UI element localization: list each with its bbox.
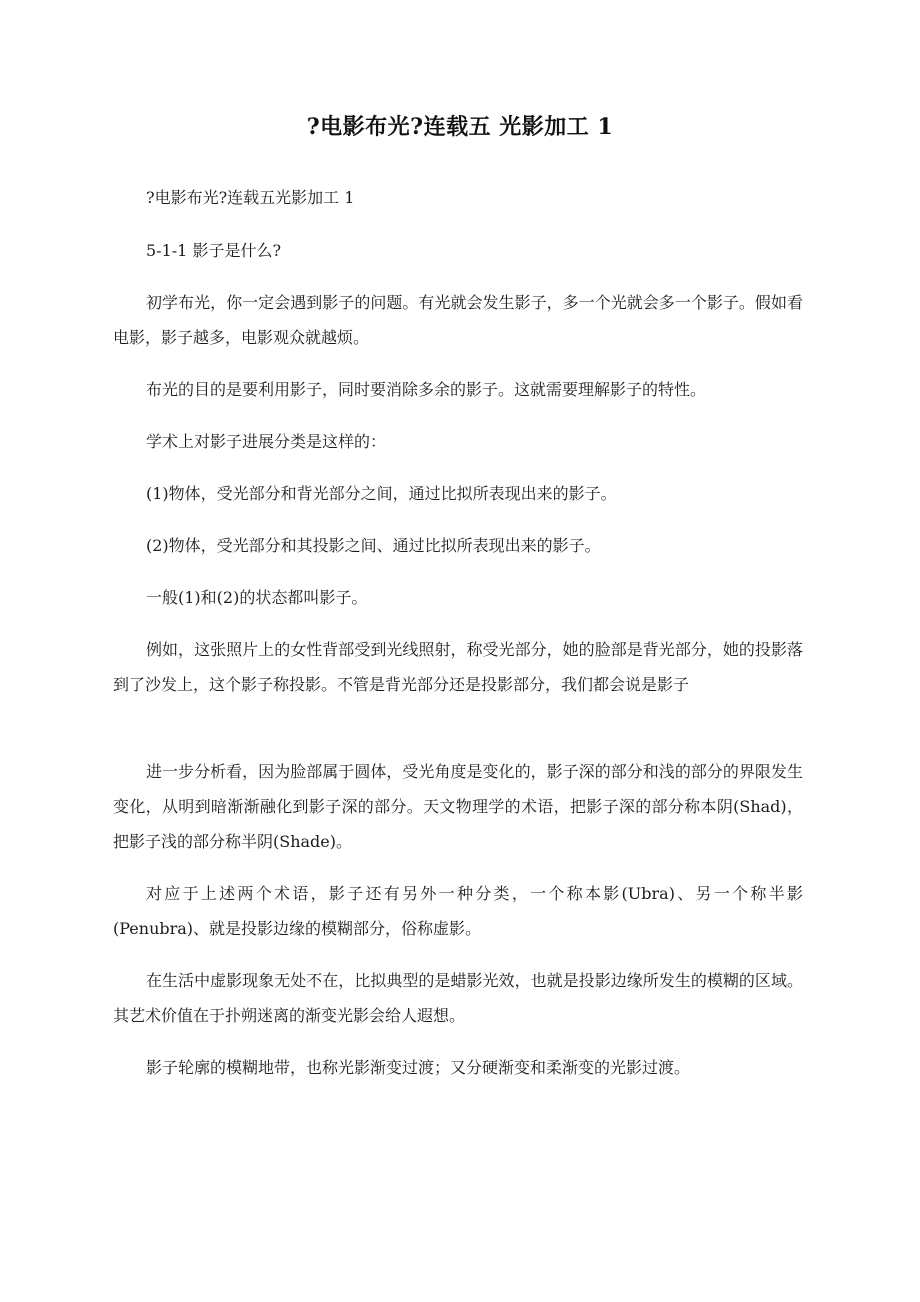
paragraph-section-heading: 5-1-1 影子是什么?	[146, 241, 282, 260]
paragraph: 初学布光，你一定会遇到影子的问题。有光就会发生影子，多一个光就会多一个影子。假如看电影，影子越多，电影观众就越烦。	[113, 293, 803, 347]
paragraph: 布光的目的是要利用影子，同时要消除多余的影子。这就需要理解影子的特性。	[146, 380, 707, 399]
paragraph: 例如，这张照片上的女性背部受到光线照射，称受光部分，她的脸部是背光部分，她的投影落到了沙发上，这个影子称投影。不管是背光部分还是投影部分，我们都会说是影子	[113, 640, 803, 694]
paragraph-subtitle: ?电影布光?连载五光影加工 1	[146, 188, 355, 207]
paragraph-list-item: (1)物体，受光部分和背光部分之间，通过比拟所表现出来的影子。	[146, 484, 617, 503]
paragraph-list-item: (2)物体，受光部分和其投影之间、通过比拟所表现出来的影子。	[146, 536, 601, 555]
paragraph: 在生活中虚影现象无处不在，比拟典型的是蜡影光效，也就是投影边缘所发生的模糊的区域。其艺术价值在于扑朔迷离的渐变光影会给人遐想。	[113, 971, 803, 1025]
paragraph: 进一步分析看，因为脸部属于圆体，受光角度是变化的，影子深的部分和浅的部分的界限发生变化，从明到暗渐渐融化到影子深的部分。天文物理学的术语，把影子深的部分称本阴(Shad)，把影子浅的部分称半阴(Shade)。	[113, 762, 803, 851]
paragraph: 对应于上述两个术语，影子还有另外一种分类，一个称本影(Ubra)、另一个称半影(Penubra)、就是投影边缘的模糊部分，俗称虚影。	[113, 884, 803, 938]
paragraph: 一般(1)和(2)的状态都叫影子。	[146, 588, 368, 607]
document-title: ?电影布光?连载五 光影加工 1	[306, 114, 614, 140]
paragraph: 影子轮廓的模糊地带，也称光影渐变过渡；又分硬渐变和柔渐变的光影过渡。	[146, 1058, 691, 1077]
paragraph: 学术上对影子进展分类是这样的：	[146, 432, 387, 451]
